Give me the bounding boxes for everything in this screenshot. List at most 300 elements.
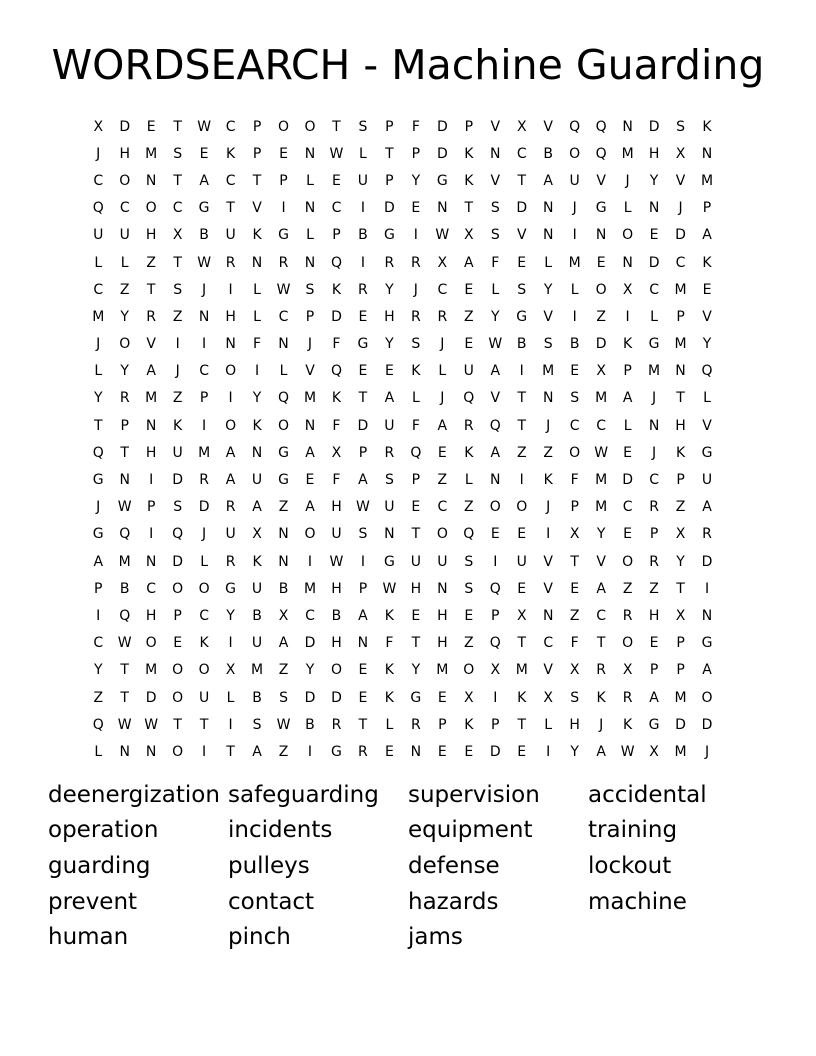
grid-letter: T	[517, 417, 527, 434]
grid-letter: A	[305, 444, 315, 461]
grid-letter: E	[570, 363, 580, 380]
grid-letter: P	[358, 444, 368, 461]
grid-letter: G	[92, 526, 104, 543]
grid-letter: I	[228, 281, 233, 298]
grid-letter: H	[648, 607, 660, 624]
grid-letter: M	[621, 145, 634, 162]
grid-letter: A	[146, 363, 156, 380]
grid-letter: S	[173, 281, 183, 298]
grid-letter: Y	[305, 662, 315, 679]
grid-letter: L	[491, 281, 500, 298]
grid-letter: D	[489, 743, 501, 760]
grid-letter: T	[120, 444, 129, 461]
grid-letter: R	[225, 553, 236, 570]
grid-letter: H	[569, 716, 580, 733]
grid-letter: T	[464, 200, 474, 217]
grid-row	[85, 276, 720, 303]
grid-letter: N	[648, 200, 660, 217]
grid-letter: M	[674, 336, 687, 353]
grid-letter: Y	[120, 363, 129, 380]
grid-letter: V	[543, 553, 553, 570]
grid-letter: Y	[649, 172, 659, 189]
grid-letter: G	[648, 336, 660, 353]
grid-letter: J	[599, 716, 604, 733]
grid-letter: E	[517, 743, 527, 760]
grid-letter: E	[411, 607, 421, 624]
grid-letter: L	[438, 363, 447, 380]
grid-letter: Z	[464, 499, 474, 516]
grid-letter: B	[358, 227, 368, 244]
grid-letter: Z	[569, 607, 580, 624]
grid-letter: K	[464, 145, 474, 162]
grid-letter: S	[570, 390, 580, 407]
grid-letter: T	[517, 172, 527, 189]
grid-letter: P	[199, 390, 209, 407]
word-list-item: hazards	[408, 888, 499, 915]
grid-letter: H	[675, 417, 686, 434]
grid-letter: N	[119, 743, 130, 760]
grid-letter: U	[172, 444, 183, 461]
grid-letter: T	[93, 417, 103, 434]
grid-letter: A	[305, 499, 315, 516]
grid-letter: M	[198, 444, 211, 461]
grid-letter: N	[145, 553, 157, 570]
grid-letter: V	[596, 553, 606, 570]
grid-letter: L	[544, 716, 553, 733]
grid-letter: P	[385, 172, 394, 189]
grid-letter: T	[358, 390, 368, 407]
grid-letter: I	[546, 743, 551, 760]
grid-letter: K	[252, 417, 262, 434]
grid-letter: P	[676, 635, 685, 652]
grid-letter: E	[464, 281, 474, 298]
grid-letter: O	[304, 118, 316, 135]
grid-letter: Z	[119, 281, 130, 298]
grid-letter: C	[278, 308, 289, 325]
grid-letter: P	[676, 308, 685, 325]
grid-letter: N	[437, 200, 448, 217]
grid-letter: Z	[464, 308, 474, 325]
grid-letter: E	[411, 200, 421, 217]
grid-letter: O	[198, 580, 210, 597]
grid-row	[85, 222, 720, 249]
grid-letter: S	[517, 281, 527, 298]
grid-letter: E	[623, 526, 633, 543]
grid-letter: M	[674, 743, 687, 760]
grid-letter: W	[197, 254, 212, 271]
grid-letter: T	[385, 145, 394, 162]
grid-letter: L	[570, 281, 579, 298]
grid-letter: B	[516, 336, 527, 353]
grid-letter: U	[198, 689, 210, 706]
grid-letter: W	[117, 635, 132, 652]
grid-letter: T	[517, 635, 527, 652]
grid-letter: R	[437, 308, 448, 325]
grid-letter: G	[410, 689, 422, 706]
grid-letter: X	[252, 526, 262, 543]
grid-row	[85, 167, 720, 194]
grid-letter: N	[278, 526, 289, 543]
grid-letter: F	[570, 635, 579, 652]
grid-letter: N	[119, 472, 130, 489]
grid-letter: L	[253, 281, 261, 298]
grid-letter: V	[146, 336, 156, 353]
grid-letter: M	[145, 145, 158, 162]
grid-letter: N	[251, 254, 263, 271]
grid-letter: R	[146, 308, 157, 325]
grid-letter: T	[570, 553, 579, 570]
grid-letter: E	[649, 635, 659, 652]
grid-letter: I	[360, 553, 365, 570]
grid-letter: K	[464, 444, 474, 461]
grid-letter: D	[595, 336, 607, 353]
grid-letter: I	[493, 689, 498, 706]
grid-letter: R	[596, 662, 606, 679]
word-list-item: supervision	[408, 781, 540, 808]
grid-letter: W	[435, 227, 450, 244]
grid-letter: R	[331, 716, 342, 733]
grid-row	[85, 575, 720, 602]
grid-letter: J	[175, 363, 180, 380]
grid-row	[85, 195, 720, 222]
grid-letter: P	[676, 662, 685, 679]
grid-letter: V	[702, 417, 712, 434]
grid-letter: P	[252, 145, 262, 162]
word-list-item: machine	[588, 888, 687, 915]
grid-letter: D	[304, 635, 316, 652]
grid-letter: P	[491, 607, 500, 624]
grid-letter: R	[410, 716, 421, 733]
grid-letter: I	[202, 743, 207, 760]
grid-letter: I	[572, 308, 577, 325]
grid-letter: B	[252, 607, 262, 624]
grid-letter: E	[358, 689, 368, 706]
grid-letter: Q	[701, 363, 713, 380]
grid-letter: N	[304, 145, 316, 162]
grid-letter: G	[331, 743, 342, 760]
grid-row	[85, 711, 720, 738]
grid-letter: L	[120, 254, 129, 271]
grid-row	[85, 113, 720, 140]
grid-letter: D	[648, 118, 660, 135]
grid-letter: L	[385, 716, 394, 733]
grid-letter: T	[120, 689, 129, 706]
word-list-item: training	[588, 817, 678, 844]
grid-letter: C	[199, 607, 209, 624]
grid-letter: U	[463, 363, 474, 380]
grid-letter: I	[202, 336, 207, 353]
grid-letter: K	[517, 689, 527, 706]
grid-letter: C	[437, 499, 448, 516]
grid-letter: W	[594, 444, 609, 461]
grid-letter: A	[596, 743, 606, 760]
grid-letter: L	[94, 254, 103, 271]
grid-letter: V	[543, 308, 553, 325]
grid-letter: Z	[278, 662, 289, 679]
grid-letter: E	[358, 308, 368, 325]
grid-letter: P	[649, 526, 659, 543]
grid-letter: M	[674, 281, 687, 298]
grid-letter: T	[517, 716, 527, 733]
grid-letter: D	[145, 689, 157, 706]
grid-letter: D	[622, 472, 633, 489]
grid-letter: G	[516, 308, 528, 325]
grid-letter: H	[145, 607, 157, 624]
word-list-item: contact	[228, 888, 315, 915]
grid-letter: D	[648, 254, 660, 271]
word-list-item: defense	[408, 852, 500, 879]
grid-letter: E	[649, 227, 659, 244]
grid-letter: M	[568, 254, 581, 271]
grid-letter: G	[278, 472, 289, 489]
grid-letter: W	[329, 145, 344, 162]
grid-letter: P	[305, 308, 315, 325]
grid-letter: B	[569, 336, 580, 353]
grid-letter: I	[360, 200, 365, 217]
grid-letter: K	[702, 118, 712, 135]
grid-letter: X	[93, 118, 104, 135]
grid-letter: C	[649, 281, 659, 298]
grid-letter: J	[704, 743, 710, 760]
grid-letter: A	[384, 390, 395, 407]
grid-letter: Q	[92, 444, 104, 461]
grid-letter: U	[225, 227, 236, 244]
word-list-item: human	[48, 924, 129, 951]
grid-row	[85, 494, 720, 521]
grid-letter: O	[198, 662, 210, 679]
grid-letter: T	[173, 716, 182, 733]
grid-letter: C	[199, 363, 209, 380]
grid-letter: M	[595, 472, 608, 489]
grid-letter: V	[490, 390, 501, 407]
grid-letter: Q	[489, 635, 501, 652]
grid-letter: P	[358, 580, 368, 597]
grid-letter: K	[702, 254, 712, 271]
grid-letter: X	[464, 227, 474, 244]
grid-letter: C	[305, 607, 315, 624]
grid-letter: U	[251, 472, 263, 489]
grid-letter: J	[96, 336, 101, 353]
grid-letter: H	[437, 635, 448, 652]
grid-letter: O	[304, 526, 316, 543]
grid-letter: V	[490, 118, 501, 135]
grid-letter: N	[701, 145, 713, 162]
grid-letter: C	[146, 580, 157, 597]
grid-letter: B	[331, 607, 342, 624]
grid-letter: X	[172, 227, 183, 244]
grid-letter: Q	[119, 526, 131, 543]
grid-letter: D	[436, 118, 448, 135]
grid-row	[85, 630, 720, 657]
grid-letter: Z	[146, 254, 156, 271]
grid-letter: L	[94, 743, 103, 760]
grid-letter: S	[305, 281, 315, 298]
grid-letter: U	[119, 227, 130, 244]
grid-letter: P	[438, 716, 447, 733]
grid-letter: C	[596, 417, 607, 434]
grid-letter: T	[226, 200, 235, 217]
grid-letter: E	[173, 635, 183, 652]
grid-letter: J	[202, 526, 207, 543]
grid-letter: U	[437, 553, 448, 570]
grid-letter: B	[199, 227, 209, 244]
grid-letter: Y	[385, 336, 394, 353]
grid-letter: D	[331, 308, 342, 325]
grid-letter: H	[648, 145, 660, 162]
grid-letter: N	[304, 254, 316, 271]
grid-letter: Z	[278, 743, 289, 760]
grid-letter: E	[437, 444, 447, 461]
grid-letter: J	[625, 172, 630, 189]
grid-letter: Z	[649, 580, 659, 597]
grid-letter: K	[225, 145, 236, 162]
grid-letter: G	[357, 336, 369, 353]
grid-letter: Q	[489, 417, 501, 434]
grid-letter: R	[622, 689, 633, 706]
grid-letter: P	[411, 472, 421, 489]
grid-letter: Z	[172, 390, 183, 407]
grid-letter: L	[279, 363, 288, 380]
grid-row	[85, 738, 720, 765]
word-list	[48, 777, 788, 955]
grid-letter: P	[649, 662, 659, 679]
grid-letter: X	[331, 444, 342, 461]
word-list-item: operation	[48, 817, 159, 844]
grid-letter: O	[278, 118, 290, 135]
grid-letter: V	[543, 580, 553, 597]
grid-letter: P	[676, 472, 685, 489]
grid-letter: R	[119, 390, 130, 407]
grid-row	[85, 521, 720, 548]
grid-letter: I	[519, 472, 524, 489]
grid-letter: C	[596, 607, 607, 624]
grid-letter: M	[92, 308, 105, 325]
grid-letter: L	[253, 308, 261, 325]
grid-letter: P	[94, 580, 103, 597]
grid-letter: E	[358, 662, 368, 679]
grid-letter: R	[358, 743, 368, 760]
grid-letter: I	[149, 472, 154, 489]
grid-letter: T	[596, 635, 606, 652]
grid-letter: W	[488, 336, 503, 353]
grid-letter: I	[307, 553, 313, 570]
grid-letter: S	[358, 118, 368, 135]
grid-letter: E	[517, 254, 527, 271]
grid-letter: F	[385, 635, 394, 652]
grid-letter: S	[570, 689, 580, 706]
grid-letter: L	[359, 145, 367, 162]
grid-letter: A	[649, 689, 659, 706]
grid-letter: T	[358, 716, 368, 733]
grid-letter: I	[202, 417, 207, 434]
word-list-item: lockout	[588, 852, 672, 879]
grid-letter: U	[410, 553, 421, 570]
grid-row	[85, 466, 720, 493]
grid-letter: A	[702, 499, 712, 516]
grid-letter: J	[572, 200, 577, 217]
grid-letter: R	[702, 526, 712, 543]
grid-letter: O	[172, 662, 184, 679]
grid-letter: O	[569, 145, 581, 162]
grid-letter: E	[332, 172, 341, 189]
grid-row	[85, 684, 720, 711]
grid-letter: Q	[595, 118, 607, 135]
grid-letter: Q	[595, 145, 607, 162]
grid-letter: O	[172, 580, 184, 597]
grid-letter: M	[595, 390, 608, 407]
grid-letter: H	[384, 308, 395, 325]
grid-letter: G	[648, 716, 660, 733]
grid-letter: I	[281, 200, 286, 217]
grid-letter: P	[411, 145, 421, 162]
grid-letter: X	[622, 281, 633, 298]
grid-letter: Q	[119, 607, 131, 624]
grid-letter: N	[542, 200, 554, 217]
word-list-item: pinch	[228, 924, 291, 951]
grid-letter: M	[303, 390, 317, 407]
grid-letter: O	[172, 689, 184, 706]
grid-letter: D	[172, 472, 184, 489]
grid-letter: T	[146, 281, 156, 298]
grid-letter: N	[357, 635, 369, 652]
grid-letter: V	[702, 308, 712, 325]
grid-letter: D	[516, 200, 528, 217]
grid-letter: X	[596, 363, 606, 380]
grid-letter: Z	[278, 499, 289, 516]
grid-letter: Z	[596, 308, 606, 325]
grid-letter: D	[675, 227, 686, 244]
grid-letter: C	[93, 635, 104, 652]
grid-letter: V	[675, 172, 686, 189]
grid-letter: D	[675, 716, 686, 733]
grid-letter: C	[675, 254, 686, 271]
grid-letter: B	[543, 145, 553, 162]
grid-letter: H	[145, 227, 157, 244]
grid-letter: P	[173, 607, 182, 624]
grid-letter: Z	[543, 444, 553, 461]
grid-letter: L	[650, 308, 658, 325]
grid-letter: Z	[622, 580, 633, 597]
grid-letter: S	[490, 200, 500, 217]
grid-letter: T	[332, 118, 341, 135]
grid-letter: N	[225, 336, 236, 353]
grid-letter: J	[678, 200, 683, 217]
grid-letter: R	[199, 472, 209, 489]
grid-letter: M	[145, 390, 158, 407]
grid-letter: I	[175, 336, 180, 353]
grid-letter: E	[596, 254, 606, 271]
grid-letter: W	[197, 118, 212, 135]
grid-letter: E	[305, 472, 315, 489]
grid-letter: M	[251, 662, 264, 679]
grid-letter: R	[463, 417, 474, 434]
grid-letter: U	[331, 526, 342, 543]
grid-letter: M	[542, 363, 555, 380]
grid-letter: M	[700, 172, 714, 189]
grid-letter: N	[278, 553, 289, 570]
grid-letter: C	[172, 200, 183, 217]
grid-letter: I	[625, 308, 630, 325]
grid-letter: R	[649, 499, 659, 516]
grid-letter: W	[276, 281, 291, 298]
grid-row	[85, 412, 720, 439]
letter-grid	[85, 113, 720, 766]
grid-letter: N	[410, 743, 422, 760]
grid-letter: H	[331, 499, 342, 516]
grid-letter: I	[413, 227, 418, 244]
grid-letter: J	[96, 145, 101, 162]
grid-letter: C	[225, 118, 236, 135]
